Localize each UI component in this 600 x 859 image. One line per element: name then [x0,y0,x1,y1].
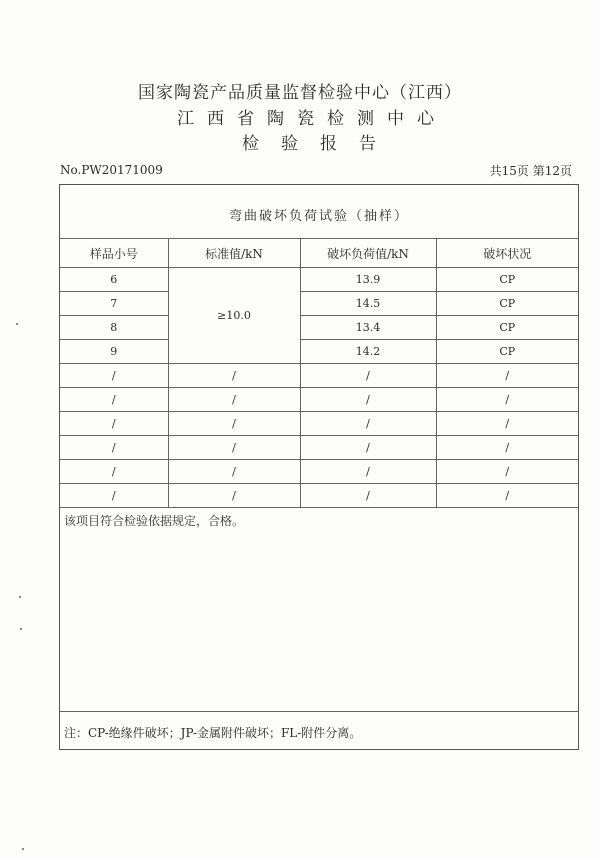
sample-no: 8 [60,316,168,340]
scan-speck [20,628,22,630]
empty-cell: / [300,412,436,436]
empty-cell: / [60,460,168,484]
table-row-empty [60,484,578,508]
table-header-row [60,239,578,268]
empty-cell: / [168,436,300,460]
table-row [60,292,578,316]
empty-cell: / [168,364,300,388]
conclusion-text: 该项目符合检验依据规定，合格。 [64,514,245,528]
sample-no: 9 [60,340,168,364]
scan-speck [22,848,24,850]
failure-status: CP [436,340,578,364]
table-row-empty [60,436,578,460]
failure-status: CP [436,316,578,340]
test-title: 弯曲破坏负荷试验（抽样） [228,209,409,224]
sample-no: 6 [60,268,168,292]
empty-cell: / [168,412,300,436]
empty-cell: / [60,412,168,436]
empty-cell: / [300,364,436,388]
header-failure-load: 破坏负荷值/kN [300,239,436,268]
header-sample-no: 样品小号 [60,239,168,268]
empty-cell: / [60,436,168,460]
failure-status: CP [436,268,578,292]
scan-speck [19,596,21,598]
page-indicator: 共15页 第12页 [489,164,572,178]
report-number: No.PW20171009 [60,163,163,177]
failure-load: 14.5 [300,292,436,316]
note-text: 注：CP-绝缘件破坏；JP-金属附件破坏；FL-附件分离。 [64,726,362,740]
empty-cell: / [300,436,436,460]
failure-status: CP [436,292,578,316]
center-subname: 江西省陶瓷检测中心 [177,109,447,129]
failure-load: 14.2 [300,340,436,364]
empty-cell: / [168,484,300,508]
empty-cell: / [60,364,168,388]
empty-cell: / [300,388,436,412]
empty-cell: / [436,460,578,484]
table-row [60,340,578,364]
empty-cell: / [436,436,578,460]
table-row [60,316,578,340]
empty-cell: / [436,364,578,388]
empty-cell: / [436,484,578,508]
header-standard-value: 标准值/kN [168,239,300,268]
note-divider [60,711,578,712]
failure-load: 13.9 [300,268,436,292]
empty-cell: / [168,388,300,412]
sample-no: 7 [60,292,168,316]
table-row-empty [60,364,578,388]
scan-speck [16,323,18,325]
empty-cell: / [60,388,168,412]
empty-cell: / [300,484,436,508]
table-row [60,268,578,292]
table-row-empty [60,388,578,412]
empty-cell: / [436,388,578,412]
failure-load: 13.4 [300,316,436,340]
results-table [60,238,578,508]
report-frame [59,184,579,750]
empty-cell: / [300,460,436,484]
empty-cell: / [436,412,578,436]
standard-value: ≥10.0 [168,268,300,364]
empty-cell: / [168,460,300,484]
table-row-empty [60,460,578,484]
empty-cell: / [60,484,168,508]
report-title: 检验报告 [242,134,398,154]
table-row-empty [60,412,578,436]
header-failure-status: 破坏状况 [436,239,578,268]
center-name: 国家陶瓷产品质量监督检验中心（江西） [138,83,462,103]
